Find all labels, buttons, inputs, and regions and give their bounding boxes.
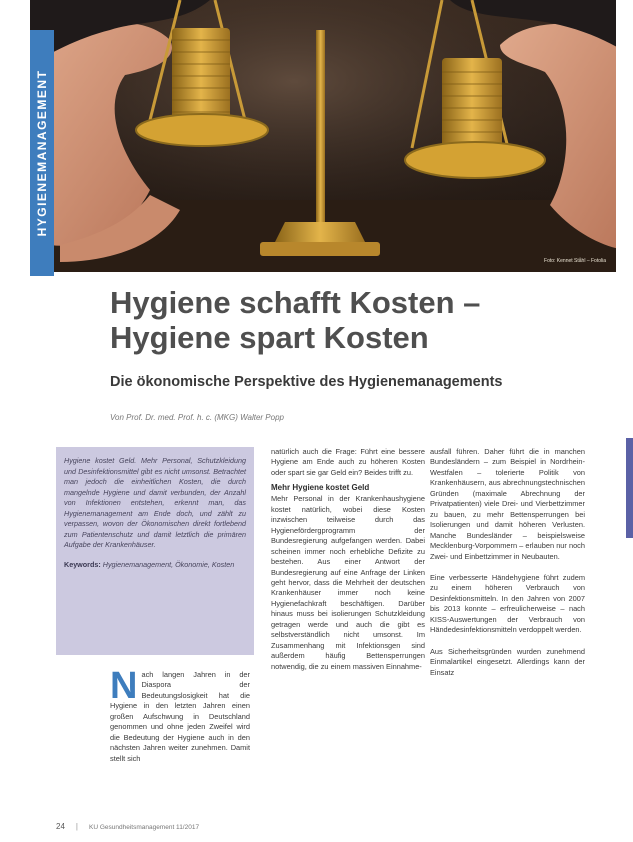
body-paragraph: Aus Sicherheitsgründen wurden zunehmend Einmalartikel eingesetzt. Allerdings kann der Einsatz <box>430 646 585 677</box>
body-paragraph: Eine verbesserte Händehygiene führt zudem zu einem höheren Verbrauch von Desinfektionsmitteln. In den Jahren von 2007 bis 2013 konnte – erfreulicherweise – nach KISS-Auswertungen der Verbrauch von Händedesinfektionsmitteln verdoppelt werden. <box>430 572 585 635</box>
keywords <box>64 560 246 571</box>
section-heading: Mehr Hygiene kostet Geld <box>271 483 370 493</box>
abstract-box <box>56 447 254 655</box>
keywords-list: Hygienemanagement, Ökonomie, Kosten <box>102 559 235 569</box>
journal-name: KU Gesundheitsmanagement 11/2017 <box>88 824 200 831</box>
body-column-right <box>430 447 585 827</box>
keywords-label: Keywords: <box>64 559 101 569</box>
article-subtitle: Die ökonomische Perspektive des Hygienemanagements <box>110 374 503 390</box>
page-edge-marker <box>626 438 633 538</box>
body-paragraph: Mehr Personal in der Krankenhaushygiene kostet natürlich, wobei diese Kosten inzwischen teilweise durch das Hygienefördergprogramm der Bundesregierung aufgefangen werden. Dabei scheinen immer noch erhebliche Defizite zu bestehen. Aus einer Antwort der Bundesregierung auf eine Anfrage der Linken geht hervor, dass die Mehrheit der deutschen Krankenhäuser immer noch keine Hygienefachkraft beschäftigen. Darüber hinaus muss bei isolierungen Schutzkleidung getragen werde und auch die gibt es selbstverständlich nicht umsonst. Im Zusammenhang mit Infektionsgen sind außerdem häufig Bettensperrungen notwendig, die zu einem massiven Einnahme- <box>271 494 425 671</box>
scale-with-coins-illustration <box>30 0 616 272</box>
section-tab <box>30 30 54 276</box>
article-title-line-2: Hygiene spart Kosten <box>110 320 429 355</box>
intro-text: ach langen Jahren in der Diaspora der Bedeutungslosigkeit hat die Hygiene in den letzten Jahren einen großen Aufschwung in Deutschland genommen und ohne jeden Zweifel wird die Bedeutung der Hygiene auch in den nächsten Jahren weiter zunehmen. Damit stellt sich <box>110 670 250 763</box>
body-paragraph: ausfall führen. Daher führt die in manchen Bundesländern – zum Beispiel in Nordrhein-Westfalen – tolerierte Politik von Krankenhäusern, aus abrechnungstechnischen Gründen (maximale Abrechnung der Privatpatienten) viele Drei- und Vierbettzimmer zu bauen, zu mehr Bettensperrungen bei Isolierungen und damit höheren Verlusten. Manche Bundesländer – beispielsweise Mecklenburg-Vorpommern – erlauben nur noch Zwei- und Einbettzimmer in Neubauten. <box>430 447 585 561</box>
article-title-line-1: Hygiene schafft Kosten – <box>110 285 481 320</box>
hero-photo <box>30 0 616 272</box>
page-footer <box>56 822 199 831</box>
intro-paragraph <box>110 665 250 764</box>
photo-credit: Foto: Kennet Ståhl – Fotolia <box>544 258 606 264</box>
abstract-text: Hygiene kostet Geld. Mehr Personal, Schutzkleidung und Desinfektionsmittel gibt es nicht umsonst. Betrachtet man jedoch die einheitlichen Kosten, die durch mangelnde Hygiene und damit verbunden, der Anzahl von Infektionen entstehen, erkennt man, das Hygienemanagement am Ende doch, und zählt zu verpassen, wovon der Ökonomischen direkt fortlebend zum Patientenschutz und damit letztlich die primären Aufgabe der Krankenhäuser. <box>64 456 246 549</box>
body-column-middle <box>271 447 425 827</box>
page-number: 24 <box>56 822 65 831</box>
body-paragraph: natürlich auch die Frage: Führt eine bessere Hygiene am Ende auch zu höheren Kosten oder spart sie gar Geld ein? Beides trifft zu. <box>271 447 425 477</box>
article-byline: Von Prof. Dr. med. Prof. h. c. (MKG) Walter Popp <box>110 413 284 422</box>
drop-cap: N <box>110 665 138 707</box>
article-title <box>110 285 590 355</box>
section-label: HYGIENEMANAGEMENT <box>35 69 49 237</box>
footer-separator: | <box>75 822 78 831</box>
body-column-left <box>110 665 250 816</box>
